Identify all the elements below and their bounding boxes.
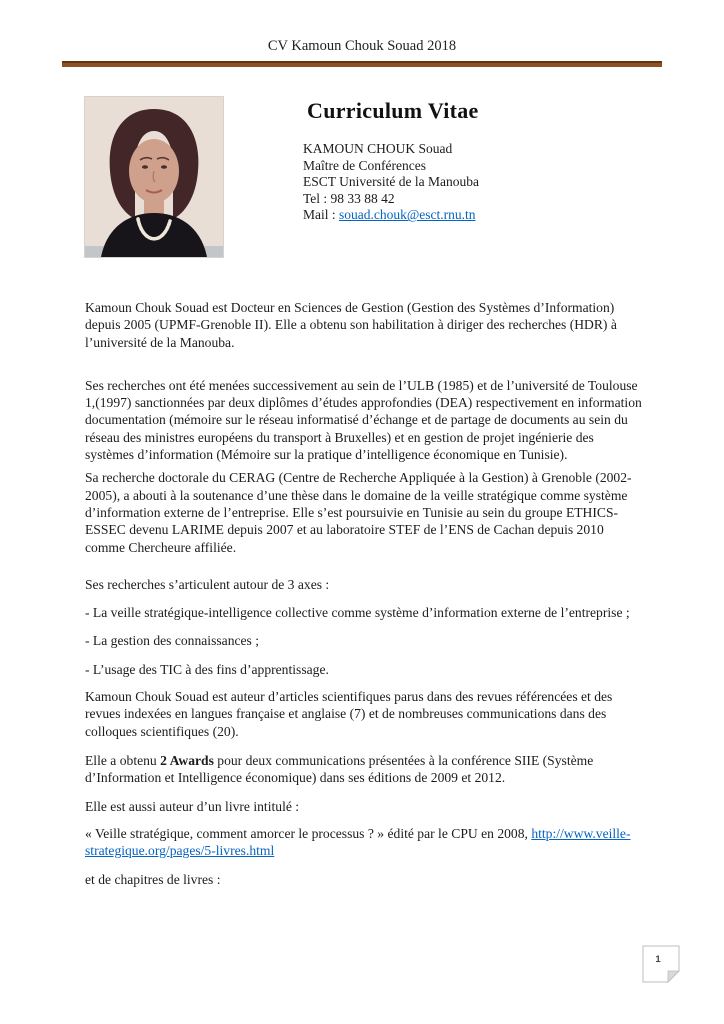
- contact-role: Maître de Conférences: [303, 157, 426, 173]
- running-header: CV Kamoun Chouk Souad 2018: [267, 38, 457, 54]
- cv-body: [85, 299, 645, 889]
- contact-tel: Tel : 98 33 88 42: [303, 190, 395, 206]
- research-axes-intro: Ses recherches s’articulent autour de 3 axes :: [85, 576, 330, 592]
- email-link[interactable]: souad.chouk@esct.rnu.tn: [339, 207, 476, 223]
- book-intro-paragraph: Elle est aussi auteur d’un livre intitulé :: [85, 798, 300, 814]
- portrait-photo-illustration: [85, 97, 223, 257]
- awards-text-prefix: Elle a obtenu: [85, 752, 161, 768]
- research-axis-2: - La gestion des connaissances ;: [85, 633, 260, 649]
- awards-text-suffix: pour deux communications présentées à la conférence SIIE (Système d’Information et Intelligence économique) dans ses éditions de 2009 et 2012.: [85, 752, 594, 786]
- chapters-paragraph: et de chapitres de livres :: [85, 872, 221, 888]
- book-url-link[interactable]: http://www.veille-strategique.org/pages/5-livres.html: [85, 825, 631, 859]
- bio-paragraph-2: Ses recherches ont été menées successivement au sein de l’ULB (1985) et de l’université de Toulouse 1,(1997) sanctionnées par deux diplômes d’études approfondies (DEA) respectivement en information documentation (mémoire sur le réseau informatisé d’échange et de partage de documents au sein du réseau des ministres européens du transport à Bruxelles) et en gestion de projet ingénierie des systèmes d’information (Mémoire sur la pratique d’intelligence économique en Tunisie).: [85, 377, 642, 463]
- header-rule-divider: [62, 61, 662, 67]
- page-title: Curriculum Vitae: [307, 98, 479, 123]
- identity-block: [303, 98, 479, 224]
- contact-name: KAMOUN CHOUK Souad: [303, 141, 453, 156]
- research-axis-3: - L’usage des TIC à des fins d’apprentissage.: [85, 661, 329, 677]
- research-axis-1: - La veille stratégique-intelligence collective comme système d’information externe de l’entreprise ;: [85, 605, 630, 621]
- book-paragraph: [85, 825, 645, 860]
- awards-count-bold: 2 Awards: [160, 752, 214, 768]
- book-title-text: « Veille stratégique, comment amorcer le processus ? » édité par le CPU en 2008,: [85, 825, 532, 841]
- awards-paragraph: [85, 752, 645, 787]
- contact-institution: ESCT Université de la Manouba: [303, 174, 479, 190]
- page-number: 1: [655, 954, 661, 965]
- bio-paragraph-3: Sa recherche doctorale du CERAG (Centre de Recherche Appliquée à la Gestion) à Grenoble (2002-2005), a abouti à la soutenance d’une thèse dans le domaine de la veille stratégique comme système d’information externe de l’entreprise. Elle s’est poursuivie en Tunisie au sein du groupe ETHICS-ESSEC devenu LARIME depuis 2007 et au laboratoire STEF de l’ENS de Cachan depuis 2010 comme Chercheure affiliée.: [85, 470, 632, 555]
- contact-mail-label: Mail :: [303, 207, 339, 223]
- contact-mail-line: [303, 207, 479, 224]
- publications-paragraph: Kamoun Chouk Souad est auteur d’articles scientifiques parus dans des revues référencées et des revues indexées en langues française et anglaise (7) et de nombreuses communications dans des colloques scientifiques (20).: [85, 689, 613, 739]
- page-number-badge: [642, 945, 680, 983]
- bio-paragraph-1: Kamoun Chouk Souad est Docteur en Sciences de Gestion (Gestion des Systèmes d’Information) depuis 2005 (UPMF-Grenoble II). Elle a obtenu son habilitation à diriger des recherches (HDR) à l’université de la Manouba.: [85, 300, 617, 350]
- portrait-photo: [85, 97, 223, 257]
